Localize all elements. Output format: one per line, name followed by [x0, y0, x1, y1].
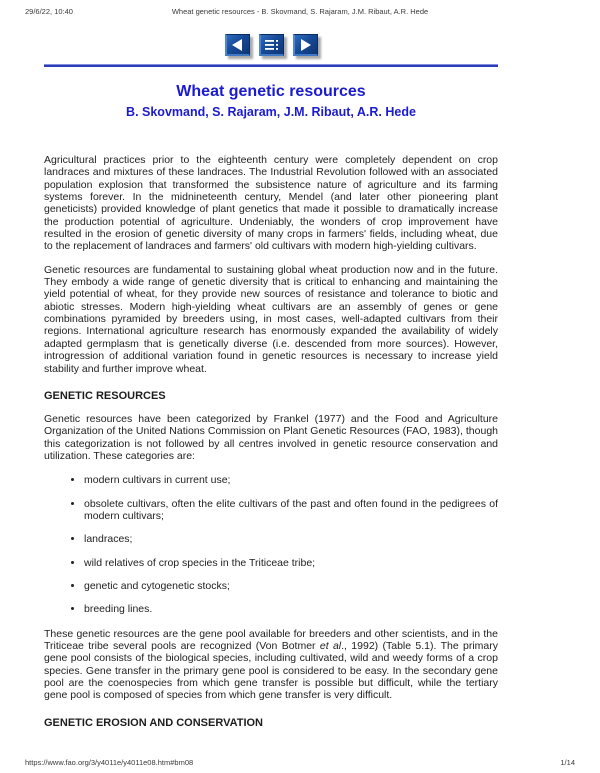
list-item: • wild relatives of crop species in the Triticeae tribe;	[84, 557, 498, 569]
print-doc-title: Wheat genetic resources - B. Skovmand, S. Rajaram, J.M. Ribaut, A.R. Hede	[171, 7, 429, 16]
print-datetime: 29/6/22, 10:40	[25, 7, 73, 16]
table-of-contents-icon	[265, 39, 279, 51]
table-of-contents-button[interactable]	[259, 34, 284, 56]
section-heading-genetic-resources: GENETIC RESOURCES	[44, 389, 166, 402]
previous-arrow-icon	[231, 39, 244, 51]
list-item: • breeding lines.	[84, 603, 498, 615]
category-list	[44, 474, 498, 615]
source-url: https://www.fao.org/3/y4011e/y4011e08.htm#bm08	[25, 758, 194, 767]
paragraph-categories: Genetic resources have been categorized by Frankel (1977) and the Food and Agriculture Organization of the United Nations Commission on Plant Genetic Resources (FAO, 1983), though this categorization is not followed by all centres involved in genetic resource conservation and utilization. These categories are:	[44, 412, 498, 462]
section-heading-genetic-erosion: GENETIC EROSION AND CONSERVATION	[44, 716, 264, 729]
page-number: 1/14	[560, 758, 575, 767]
top-divider	[44, 64, 498, 67]
next-page-button[interactable]	[293, 34, 318, 56]
article-content	[44, 64, 498, 739]
paragraph-gene-pools	[44, 628, 498, 702]
print-footer	[0, 758, 600, 770]
paragraph-intro-2: Genetic resources are fundamental to sustaining global wheat production now and in the future. They embody a wide range of genetic diversity that is critical to enhancing and maintaining the yield potential of wheat, for they provide new sources of resistance and tolerance to biotic and abiotic stresses. Modern high-yielding wheat cultivars are an assembly of genes or gene combinations pyramided by breeders using, in most cases, well-adapted cultivars from their regions. International agriculture research has enormously expanded the availability of widely adapted germplasm that is genetically diverse (i.e. descended from more sources). However, introgression of additional variation found in genetic resources is necessary to increase yield stability and further improve wheat.	[44, 263, 498, 375]
article-authors: B. Skovmand, S. Rajaram, J.M. Ribaut, A.R. Hede	[126, 105, 416, 119]
previous-page-button[interactable]	[225, 34, 250, 56]
list-item: • landraces;	[84, 533, 498, 545]
et-al-italic: et al	[319, 639, 342, 652]
list-item: • modern cultivars in current use;	[84, 474, 498, 486]
nav-button-row	[44, 34, 498, 56]
next-arrow-icon	[299, 39, 312, 51]
list-item: • obsolete cultivars, often the elite cultivars of the past and often found in the pedigrees of modern cultivars;	[84, 498, 498, 523]
list-item: • genetic and cytogenetic stocks;	[84, 580, 498, 592]
gene-pools-text-2: ., 1992) (Table 5.1). The primary gene pool consists of the biological species, including cultivated, wild and weedy forms of a crop species. Gene transfer in the primary gene pool is considered to be easy. In the secondary gene pool are the coenospecies from which gene transfer is possible but difficult, while the tertiary gene pool is composed of species from which gene transfer is very difficult.	[44, 639, 498, 702]
gene-pools-text-1: These genetic resources are the gene pool available for breeders and other scientists, and in the Triticeae tribe several pools are recognized (Von Botmer	[44, 627, 498, 652]
paragraph-intro-1: Agricultural practices prior to the eighteenth century were completely dependent on crop landraces and mixtures of these landraces. The Industrial Revolution followed with an associated population explosion that transformed the subsistence nature of agriculture and its farming systems forever. In the midnineteenth century, Mendel (and later other pioneering plant geneticists) provided knowledge of plant genetics that made it possible to dramatically increase the production potential of agriculture. Undeniably, the wonders of crop improvement have resulted in the erosion of genetic diversity of many crops in farmers' fields, including wheat, due to the replacement of landraces and farmers' old cultivars with modern high-yielding cultivars.	[44, 154, 498, 253]
print-header	[0, 7, 600, 19]
article-title: Wheat genetic resources	[176, 83, 366, 100]
